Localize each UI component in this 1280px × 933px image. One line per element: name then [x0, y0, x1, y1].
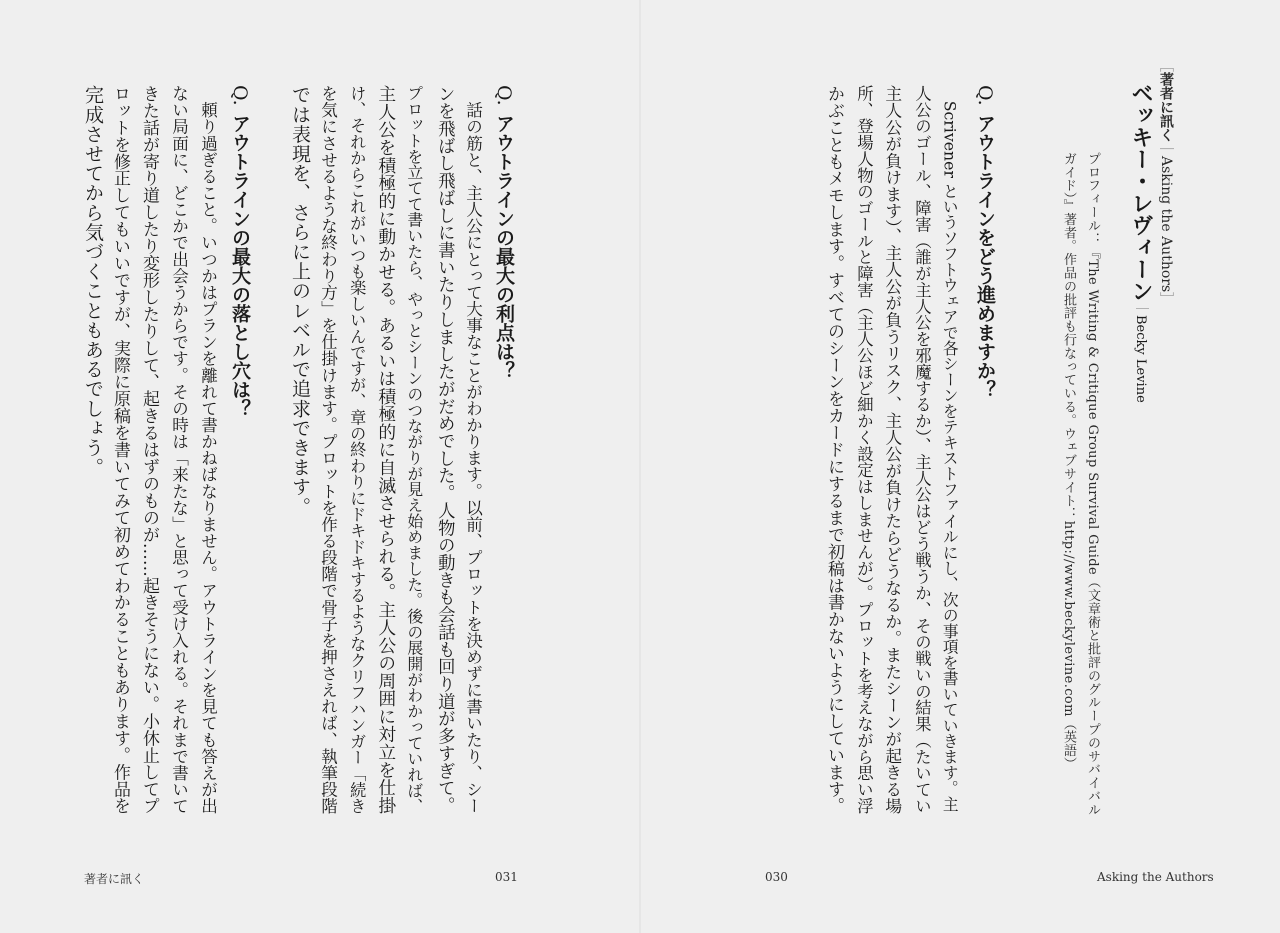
question-3-mark: Q. — [229, 85, 251, 106]
question-1-heading — [975, 85, 994, 399]
answer-1-line-3: 主人公が負けます）、主人公が負うリスク、主人公が負けたらどうなるか。またシーンが起きる場 — [882, 85, 903, 815]
folio-031: 031 — [495, 870, 518, 884]
answer-3-line-4: ロットを修正してもいいですが、実際に原稿を書いてみて初めてわかることもあります。作品を — [110, 85, 131, 815]
answer-3-line-2: ない局面に、どこかで出会うからです。その時は「来たな」と思って受け入れる。それまで書いて — [169, 85, 189, 815]
running-head-right: Asking the Authors — [1097, 870, 1214, 884]
answer-2-line-1: 話の筋と、主人公にとって大事なことがわかります。以前、プロットを決めずに書いたり、シー — [463, 85, 483, 815]
author-name: ベッキー・レヴィーン — [1128, 82, 1153, 302]
series-label-en: Asking the Authors — [1158, 156, 1174, 293]
profile-line-2: ガイド）』著者。作品の批評も行なっている。ウェブサイト：http://www.beckylevine.com（英語） — [1061, 152, 1076, 771]
question-1-text: アウトラインをどう進めますか？ — [974, 113, 996, 399]
question-2-heading — [494, 85, 513, 380]
answer-2-line-6: を気にさせるような終わり方」を仕掛けます。プロットを作る段階で骨子を押さえれば、執筆段階 — [318, 85, 338, 815]
answer-1-line-1: Scrivener というソフトウェアで各シーンをテキストファイルにし、次の事項を書いていきます。主 — [940, 85, 960, 812]
answer-1-line-5: かぶこともメモします。すべてのシーンをカードにするまで初稿は書かないようにしています。 — [824, 85, 845, 815]
answer-3-line-5: 完成させてから気づくこともあるでしょう。 — [82, 85, 104, 477]
answer-1-line-4: 所、登場人物のゴールと障害（主人公ほど細かく設定はしませんが）。プロットを考えながら思い浮 — [854, 85, 874, 814]
answer-2-line-7: では表現を、さらに上のレベルで追求できます。 — [289, 85, 311, 517]
question-2-text: アウトラインの最大の利点は？ — [493, 113, 515, 380]
question-2-mark: Q. — [493, 85, 515, 106]
running-head-left: 著者に訊く — [84, 872, 145, 886]
right-page — [640, 0, 1280, 933]
question-1-mark: Q. — [974, 85, 996, 106]
answer-2-line-2: ンを飛ばし飛ばしに書いたりしましたがだめでした。人物の動きも会話も回り道が多すぎて。 — [434, 85, 455, 815]
profile-line-1: プロフィール：『The Writing & Critique Group Survival Guide（文章術と批評のグループのサバイバル — [1085, 152, 1100, 817]
answer-2-line-3: プロットを立てて書いたら、やっとシーンのつながりが見え始めました。後の展開がわかっていれば、 — [404, 85, 424, 815]
series-tag: ［著者に訊く｜Asking the Authors］ — [1158, 58, 1174, 307]
answer-1-line-2: 人公のゴール、障害（誰が主人公を邪魔するか）、主人公はどう戦うか、その戦いの結果（たいてい — [912, 85, 932, 814]
answer-2-line-5: け、それからこれがいつも楽しいんですが、章の終わりにドキドキするようなクリフハンガー「続き — [347, 85, 367, 814]
series-label: 著者に訊く — [1158, 72, 1174, 142]
question-3-heading — [230, 85, 249, 418]
folio-030: 030 — [765, 870, 788, 884]
answer-2-line-4: 主人公を積極的に動かせる。あるいは積極的に自滅させられる。主人公の周囲に対立を仕掛 — [375, 85, 397, 814]
answer-3-line-3: きた話が寄り道したり変形したりして、起きるはずのものが……起きそうにない。小休止してプ — [139, 85, 160, 815]
author-name-block: ベッキー・レヴィーン｜Becky Levine — [1128, 82, 1153, 403]
answer-3-line-1: 頼り過ぎること。いつかはプランを離れて書かねばなりません。アウトラインを見ても答えが出 — [198, 85, 218, 815]
question-3-text: アウトラインの最大の落とし穴は？ — [229, 113, 251, 418]
author-name-en: Becky Levine — [1133, 315, 1148, 403]
